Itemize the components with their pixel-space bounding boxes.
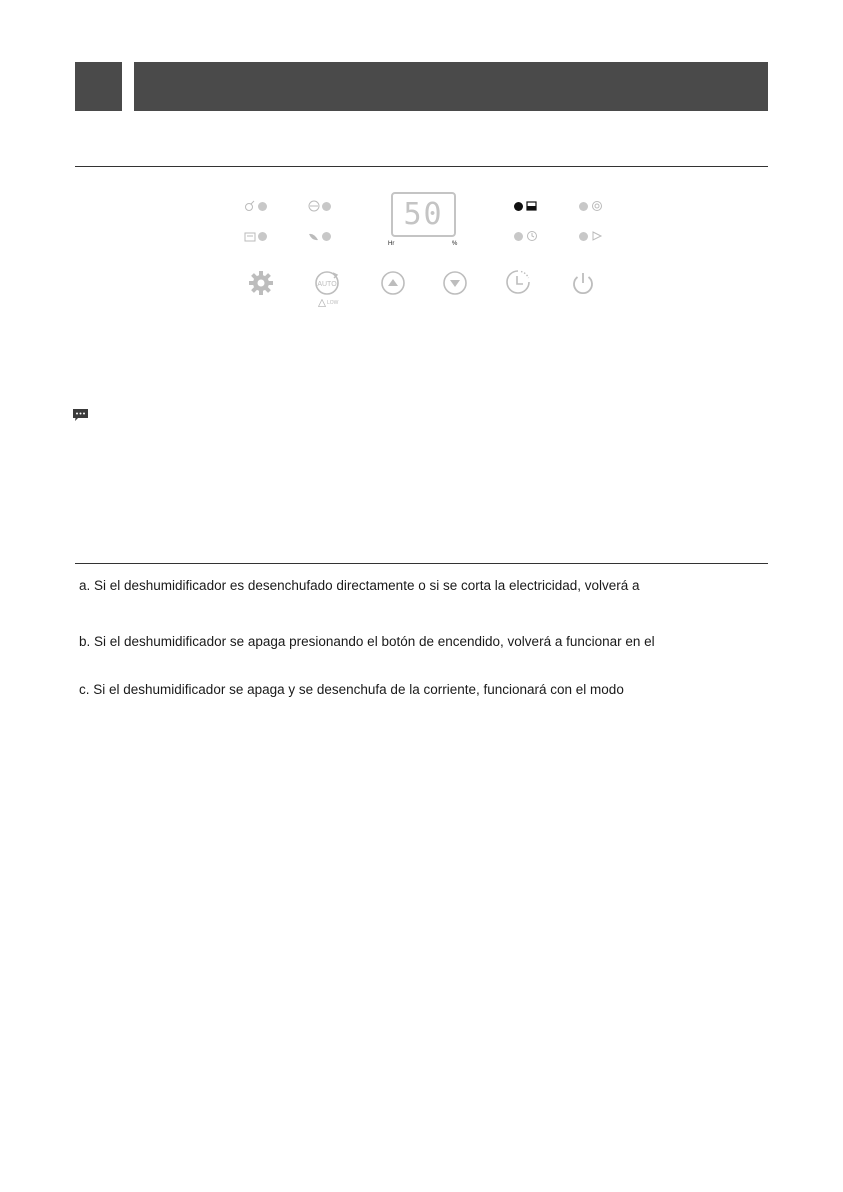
auto-icon [313, 269, 341, 297]
water-tank-full-icon [526, 200, 538, 212]
up-button [379, 269, 407, 297]
divider-middle [75, 563, 768, 564]
svg-text:AUTO: AUTO [317, 281, 337, 288]
clock-icon [504, 268, 532, 296]
led-left-top-2 [322, 202, 331, 211]
gear-icon [247, 269, 275, 297]
list-item-b: b. Si el deshumidificador se apaga presionando el botón de encendido, volverá a funcionar en el [79, 634, 655, 649]
arrow-up-icon [379, 269, 407, 297]
power-button [569, 269, 597, 297]
led-left-top-1 [258, 202, 267, 211]
timer-indicator-icon [526, 230, 538, 242]
auto-button-sublabel: LOW [327, 300, 339, 306]
control-panel [0, 0, 843, 330]
power-icon [569, 269, 597, 297]
led-right-top-1 [514, 202, 523, 211]
display-hr-label: Hr [388, 241, 395, 247]
led-right-bottom-1 [514, 232, 523, 241]
leaf-icon [308, 231, 320, 243]
led-left-bottom-1 [258, 232, 267, 241]
clean-filter-icon [244, 200, 256, 212]
settings-button [247, 269, 275, 297]
list-item-c: c. Si el deshumidificador se apaga y se desenchufa de la corriente, funcionará con el modo [79, 682, 624, 697]
wifi-icon [591, 200, 603, 212]
note-icon [72, 408, 89, 422]
down-button [441, 269, 469, 297]
humidity-display: 50 [391, 192, 456, 237]
warning-icon [318, 299, 326, 307]
led-left-bottom-2 [322, 232, 331, 241]
timer-button [504, 268, 532, 296]
led-right-top-2 [579, 202, 588, 211]
display-percent-label: % [452, 241, 458, 247]
led-right-bottom-2 [579, 232, 588, 241]
auto-button [313, 269, 341, 297]
arrow-down-icon [441, 269, 469, 297]
laundry-icon [244, 231, 256, 243]
fan-mode-icon [308, 200, 320, 212]
list-item-a: a. Si el deshumidificador es desenchufado directamente o si se corta la electricidad, volverá a [79, 578, 640, 593]
ion-icon [591, 230, 603, 242]
